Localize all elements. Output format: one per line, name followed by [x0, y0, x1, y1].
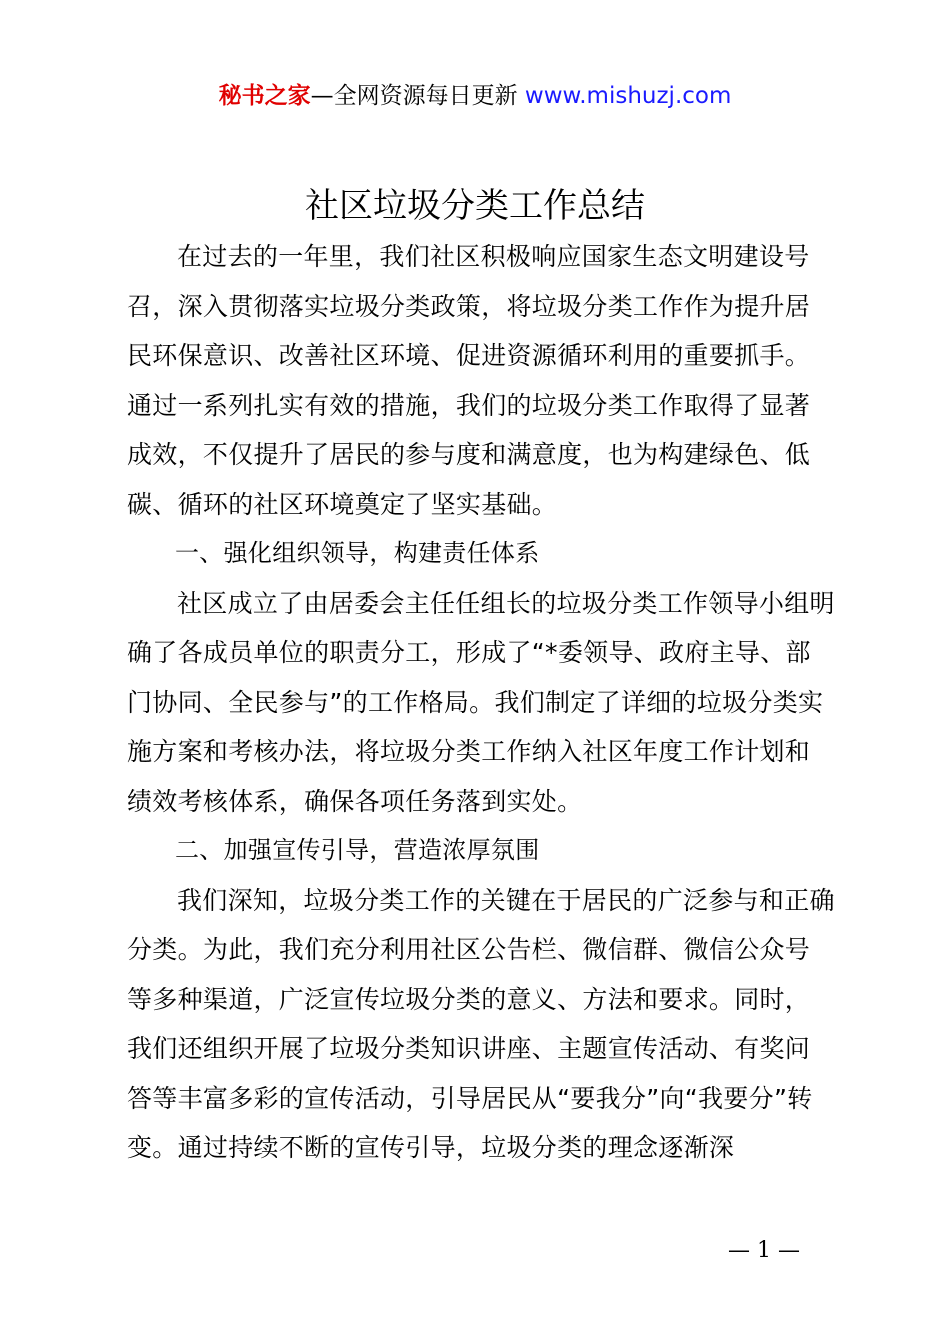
document-title: 社区垃圾分类工作总结	[305, 186, 645, 226]
site-url-link[interactable]: www.mishuzj.com	[524, 83, 732, 109]
body-paragraph: 我们深知，垃圾分类工作的关键在于居民的广泛参与和正确分类。为此，我们充分利用社区公告栏、微信群、微信公众号等多种渠道，广泛宣传垃圾分类的意义、方法和要求。同时，我们还组织开展了垃圾分类知识讲座、主题宣传活动、有奖问答等丰富多彩的宣传活动，引导居民从“要我分”向“我要分”转变。通过持续不断的宣传引导，垃圾分类的理念逐渐深	[127, 885, 835, 1162]
section-heading: 二、加强宣传引导，营造浓厚氛围	[175, 836, 540, 864]
document-body	[127, 232, 835, 1173]
section-heading: 一、强化组织领导，构建责任体系	[175, 539, 540, 567]
body-paragraph: 在过去的一年里，我们社区积极响应国家生态文明建设号召，深入贯彻落实垃圾分类政策，将垃圾分类工作作为提升居民环保意识、改善社区环境、促进资源循环利用的重要抓手。通过一系列扎实有效的措施，我们的垃圾分类工作取得了显著成效，不仅提升了居民的参与度和满意度，也为构建绿色、低碳、循环的社区环境奠定了坚实基础。	[127, 242, 811, 519]
site-tagline: —全网资源每日更新	[310, 83, 518, 109]
body-paragraph: 社区成立了由居委会主任任组长的垃圾分类工作领导小组明确了各成员单位的职责分工，形成了“*委领导、政府主导、部门协同、全民参与”的工作格局。我们制定了详细的垃圾分类实施方案和考核办法，将垃圾分类工作纳入社区年度工作计划和绩效考核体系，确保各项任务落到实处。	[127, 588, 835, 816]
page-number: — 1 —	[728, 1238, 800, 1263]
site-brand: 秘书之家	[218, 83, 311, 109]
site-banner	[0, 80, 950, 112]
